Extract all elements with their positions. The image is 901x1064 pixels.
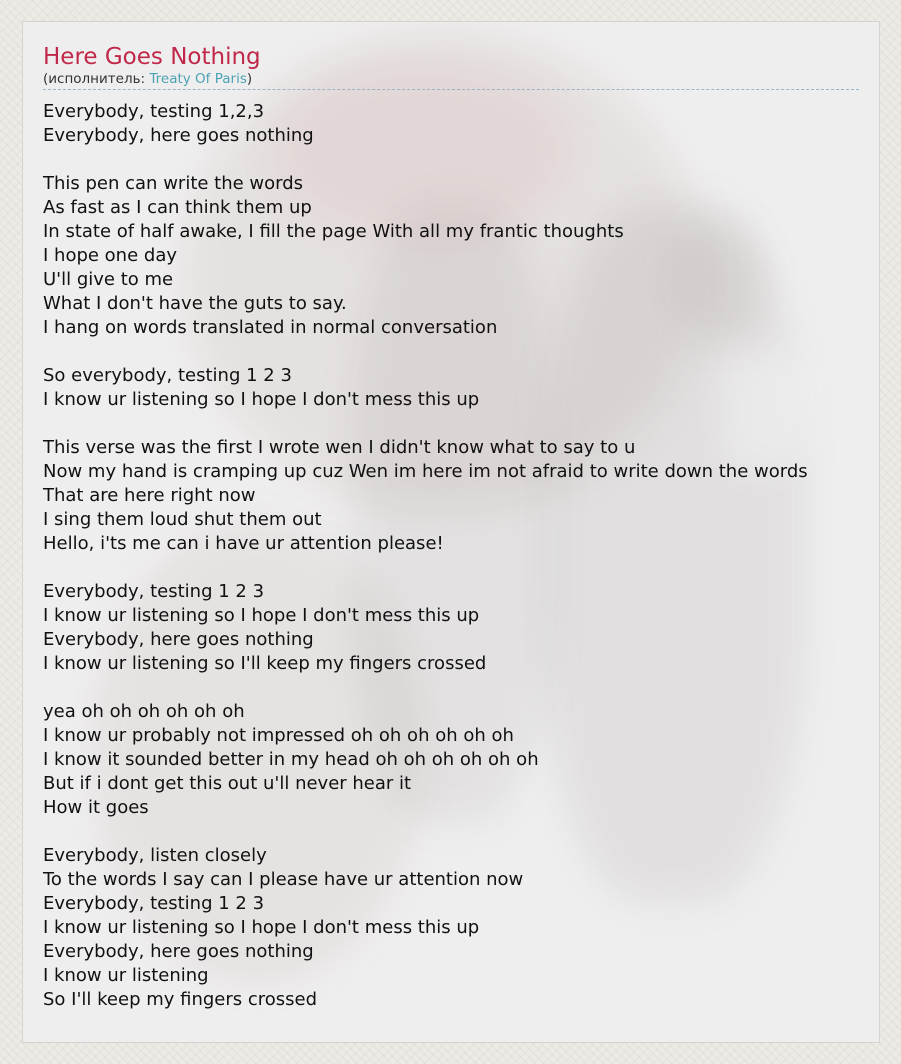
- lyric-line: I hope one day: [43, 245, 177, 266]
- lyric-line: I know ur listening so I hope I don't mess this up: [43, 605, 480, 626]
- song-title: Here Goes Nothing: [43, 44, 261, 70]
- lyric-line: [43, 340, 859, 364]
- lyric-line: [43, 412, 859, 436]
- lyric-line: So everybody, testing 1 2 3: [43, 365, 292, 386]
- lyric-line: yea oh oh oh oh oh oh: [43, 701, 245, 722]
- lyric-line: U'll give to me: [43, 269, 174, 290]
- lyric-line: Everybody, testing 1 2 3: [43, 581, 265, 602]
- lyric-line: I know ur probably not impressed oh oh oh oh oh oh: [43, 725, 514, 746]
- artist-suffix: ): [246, 71, 253, 87]
- lyric-line: I know ur listening so I hope I don't mess this up: [43, 917, 480, 938]
- artist-line: [43, 71, 859, 90]
- lyric-line: I hang on words translated in normal conversation: [43, 317, 498, 338]
- lyric-line: [43, 148, 859, 172]
- lyric-line: Everybody, testing 1 2 3: [43, 893, 265, 914]
- lyric-line: I know ur listening: [43, 965, 209, 986]
- lyrics-text: [43, 100, 859, 1012]
- song-content: [43, 22, 859, 1012]
- lyric-line: What I don't have the guts to say.: [43, 293, 347, 314]
- lyric-line: But if i dont get this out u'll never hear it: [43, 773, 412, 794]
- lyric-line: [43, 820, 859, 844]
- lyrics-card: [22, 21, 880, 1043]
- artist-link[interactable]: Treaty Of Paris: [149, 71, 247, 87]
- artist-prefix: (исполнитель:: [43, 71, 150, 87]
- lyric-line: That are here right now: [43, 485, 256, 506]
- lyric-line: Now my hand is cramping up cuz Wen im here im not afraid to write down the words: [43, 461, 808, 482]
- lyric-line: This verse was the first I wrote wen I didn't know what to say to u: [43, 437, 636, 458]
- lyric-line: [43, 676, 859, 700]
- lyric-line: How it goes: [43, 797, 149, 818]
- lyric-line: Hello, i'ts me can i have ur attention please!: [43, 533, 444, 554]
- lyric-line: Everybody, listen closely: [43, 845, 267, 866]
- lyric-line: [43, 556, 859, 580]
- lyric-line: As fast as I can think them up: [43, 197, 312, 218]
- lyric-line: Everybody, here goes nothing: [43, 629, 314, 650]
- lyric-line: This pen can write the words: [43, 173, 304, 194]
- lyric-line: In state of half awake, I fill the page With all my frantic thoughts: [43, 221, 624, 242]
- lyric-line: I know ur listening so I'll keep my fingers crossed: [43, 653, 487, 674]
- lyric-line: To the words I say can I please have ur attention now: [43, 869, 524, 890]
- lyric-line: Everybody, here goes nothing: [43, 125, 314, 146]
- lyric-line: Everybody, testing 1,2,3: [43, 101, 265, 122]
- lyric-line: So I'll keep my fingers crossed: [43, 989, 318, 1010]
- lyric-line: I know it sounded better in my head oh oh oh oh oh oh: [43, 749, 539, 770]
- lyric-line: I know ur listening so I hope I don't mess this up: [43, 389, 480, 410]
- lyric-line: I sing them loud shut them out: [43, 509, 322, 530]
- lyric-line: Everybody, here goes nothing: [43, 941, 314, 962]
